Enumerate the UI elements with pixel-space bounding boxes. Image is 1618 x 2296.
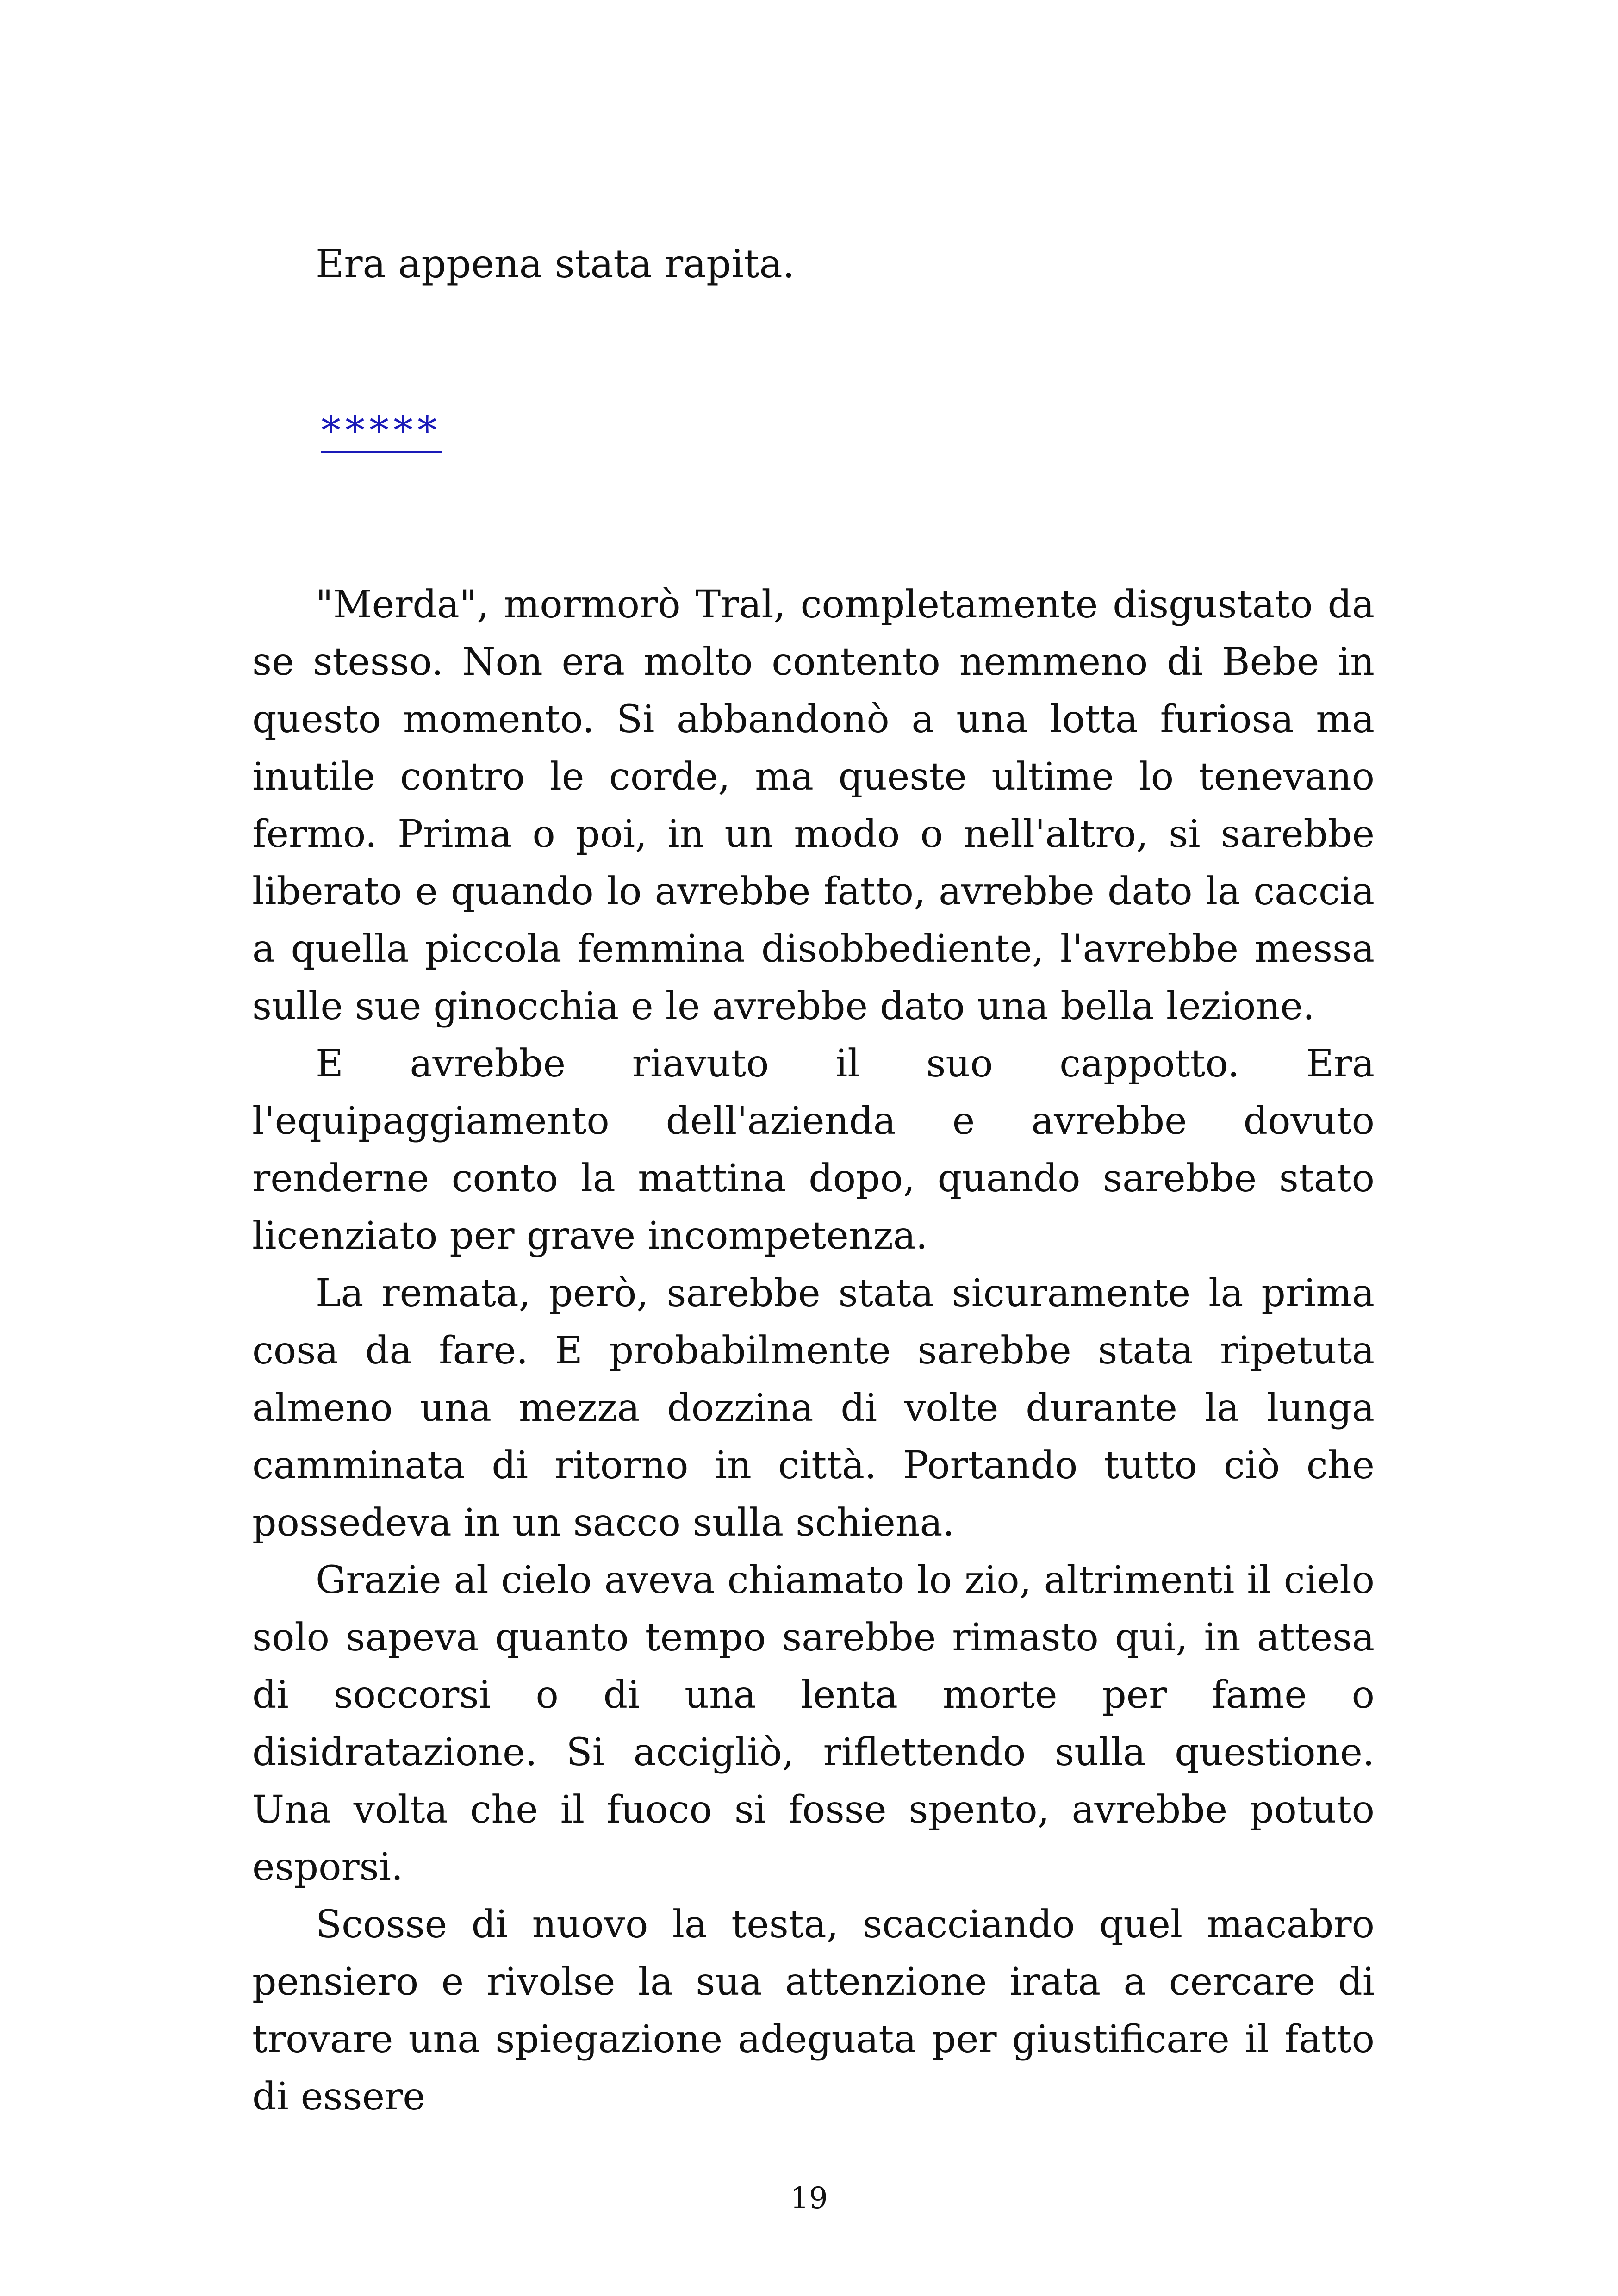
- page-number: 19: [790, 2181, 828, 2215]
- paragraph: "Merda", mormorò Tral, completamente disgustato da se stesso. Non era molto contento nemmeno di Bebe in questo momento. Si abbandonò a una lotta furiosa ma inutile contro le corde, ma queste ultime lo tenevano fermo. Prima o poi, in un modo o nell'altro, si sarebbe liberato e quando lo avrebbe fatto, avrebbe dato la caccia a quella piccola femmina disobbediente, l'avrebbe messa sulle sue ginocchia e le avrebbe dato una bella lezione.: [252, 583, 1375, 1028]
- paragraph: Grazie al cielo aveva chiamato lo zio, altrimenti il cielo solo sapeva quanto tempo sarebbe rimasto qui, in attesa di soccorsi o di una lenta morte per fame o disidratazione. Si accigliò, riflettendo sulla questione. Una volta che il fuoco si fosse spento, avrebbe potuto esporsi.: [252, 1558, 1375, 1889]
- paragraph: La remata, però, sarebbe stata sicuramente la prima cosa da fare. E probabilmente sarebbe stata ripetuta almeno una mezza dozzina di volte durante la lunga camminata di ritorno in città. Portando tutto ciò che possedeva in un sacco sulla schiena.: [252, 1271, 1375, 1545]
- opening-line: Era appena stata rapita.: [316, 241, 795, 286]
- scene-break-link[interactable]: *****: [321, 408, 442, 453]
- body-text: [252, 576, 1375, 2126]
- paragraph: E avrebbe riavuto il suo cappotto. Era l'equipaggiamento dell'azienda e avrebbe dovuto renderne conto la mattina dopo, quando sarebbe stato licenziato per grave incompetenza.: [252, 1042, 1375, 1258]
- paragraph: Scosse di nuovo la testa, scacciando quel macabro pensiero e rivolse la sua attenzione irata a cercare di trovare una spiegazione adeguata per giustificare il fatto di essere: [252, 1903, 1375, 2119]
